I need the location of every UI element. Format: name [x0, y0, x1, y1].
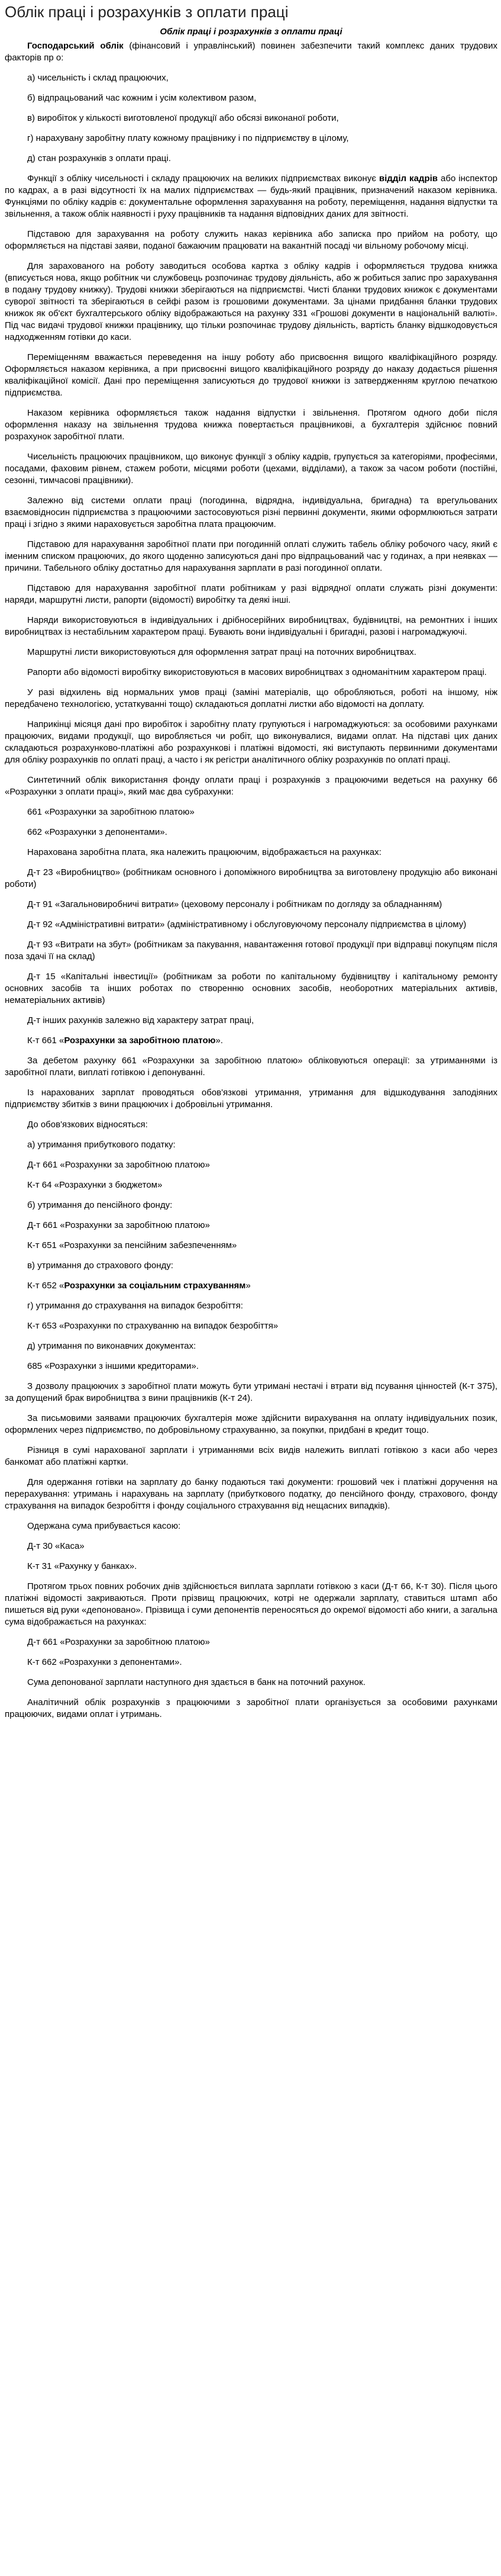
- document-page: [0, 2, 501, 1720]
- paragraph: [5, 1035, 497, 1047]
- paragraph: Підставою для нарахування заробітної плати робітникам у разі відрядної оплати служать різні документи: наряди, маршрутні листи, рапорти (відомості) виробітку та деякі інші.: [5, 583, 497, 605]
- paragraph: Д-т 661 «Розрахунки за заробітною платою»: [27, 1637, 210, 1647]
- paragraph: Нарахована заробітна плата, яка належить працюючим, відображається на рахунках:: [27, 847, 382, 857]
- paragraph: Д-т 661 «Розрахунки за заробітною платою»: [27, 1220, 210, 1230]
- paragraph: Наприкінці місяця дані про виробіток і заробітну плату групуються і нагромаджуються: за особовими рахунками працюючих, видами продукції, що виробляється чи робіт, що виконувалися, видами оплат. На підставі цих даних складаються розрахунково-платіжні або розрахункові і платіжні відомості, які виступають первинними документами для обліку розрахунків по оплаті праці, а часто і як регістри аналітичного обліку розрахунків по оплаті праці.: [5, 719, 497, 765]
- paragraph: Д-т 23 «Виробництво» (робітникам основного і допоміжного виробництва за виготовлену продукцію або виконані роботи): [5, 867, 497, 889]
- paragraph: Залежно від системи оплати праці (погодинна, відрядна, індивідуальна, бригадна) та врегульованих взаємовідносин підприємства з працюючими застосовуються різні первинні документи, якими оформлюються затрати праці і згідно з якими нараховується заробітна плата працюючим.: [5, 496, 497, 529]
- paragraph: Різниця в сумі нарахованої зарплати і утриманнями всіх видів належить виплаті готівкою з каси або через банкомат або платіжні картки.: [5, 1445, 497, 1467]
- paragraph-text: »: [245, 1281, 251, 1291]
- paragraph: Д-т 15 «Капітальні інвестиції» (робітникам за роботи по капітальному будівництву і капітальному ремонту основних засобів та інших роботах по створенню основних засобів, необоротних матеріальних активів, нематеріальних активів): [5, 972, 497, 1005]
- paragraph: К-т 653 «Розрахунки по страхуванню на випадок безробіття»: [27, 1321, 279, 1331]
- paragraph: Д-т інших рахунків залежно від характеру затрат праці,: [27, 1015, 254, 1025]
- paragraph: Наряди використовуються в індивідуальних і дрібносерійних виробництвах, будівництві, на ремонтних і інших виробництвах із нестабільним характером праці. Бувають вони індивідуальні і бригадні, разові і нагромаджуючі.: [5, 615, 497, 637]
- paragraph: Д-т 93 «Витрати на збут» (робітникам за пакування, навантаження готової продукції при відправці покупцям після поза здачі її на склад): [5, 940, 497, 961]
- paragraph: в) виробіток у кількості виготовленої продукції або обсязі виконаної роботи,: [27, 113, 339, 123]
- paragraph: 661 «Розрахунки за заробітною платою»: [27, 807, 195, 817]
- paragraph: Маршрутні листи використовуються для оформлення затрат праці на поточних виробництвах.: [27, 647, 416, 657]
- paragraph: Д-т 30 «Каса»: [27, 1541, 85, 1551]
- paragraph: Наказом керівника оформляється також надання відпустки і звільнення. Протягом одного доби після оформлення наказу на звільнення трудова книжка повертається працівникові, а бухгалтерія здійснює повний розрахунок заробітної плати.: [5, 408, 497, 442]
- paragraph: К-т 64 «Розрахунки з бюджетом»: [27, 1180, 163, 1190]
- paragraph: Протягом трьох повних робочих днів здійснюється виплата зарплати готівкою з каси (Д-т 66, К-т 30). Після цього платіжні відомості закриваються. Проти прізвищ працюючих, котрі не одержали зарплату, ставиться штамп або пишеться від руки «депоновано». Прізвища і суми депонентів переносяться до окремої відомості або книги, а загальна сума відображається на рахунках:: [5, 1581, 497, 1627]
- paragraph-text: або інспектор по кадрах, а в разі відсутності їх на малих підприємствах — будь-який працівник, призначений наказом керівника. Функціями по обліку кадрів є: документальне оформлення зарахування на роботу, переміщення, надання відпустки та звільнення, а також облік наявності і руху працівників та надання відповідних даних для звітності.: [5, 173, 498, 219]
- paragraph: Синтетичний облік використання фонду оплати праці і розрахунків з працюючими ведеться на рахунку 66 «Розрахунки з оплати праці», який має два субрахунки:: [5, 775, 497, 797]
- paragraph: Одержана сума прибувається касою:: [27, 1521, 181, 1531]
- bold-term: Розрахунки за заробітною платою: [64, 1035, 216, 1046]
- paragraph: [5, 1280, 497, 1292]
- paragraph: в) утримання до страхового фонду:: [27, 1260, 173, 1271]
- paragraph: Чисельність працюючих працівником, що виконує функції з обліку кадрів, групується за категоріями, професіями, посадами, фаховим рівнем, стажем роботи, місцями роботи (цехами, відділами), а також за часом роботи (постійні, сезонні, тимчасові працівники).: [5, 452, 497, 485]
- paragraph: За письмовими заявами працюючих бухгалтерія може здійснити вирахування на оплату індивідуальних позик, оформлених через підприємство, по добровільному страхуванню, за покупки, придбані в кредит тощо.: [5, 1413, 497, 1435]
- paragraph-text: К-т 652 «: [27, 1281, 64, 1291]
- paragraph: д) стан розрахунків з оплати праці.: [27, 153, 171, 163]
- paragraph: Підставою для зарахування на роботу служить наказ керівника або записка про прийом на роботу, що оформляється на підставі заяви, поданої бажаючим працювати на вакантній посаді чи вільному робочому місці.: [5, 229, 497, 251]
- paragraph: Рапорти або відомості виробітку використовуються в масових виробництвах з одноманітним характером праці.: [27, 667, 487, 677]
- paragraph: К-т 662 «Розрахунки з депонентами».: [27, 1657, 182, 1667]
- paragraph: У разі відхилень від нормальних умов праці (заміні матеріалів, що обробляються, роботі на іншому, ніж передбачено технологією, устаткуванні тощо) складаються доплатні листки або відомості на доплату.: [5, 687, 497, 709]
- paragraph-text: К-т 661 «: [27, 1035, 64, 1046]
- paragraph: [5, 40, 497, 64]
- document-body: [5, 40, 497, 1720]
- paragraph: К-т 31 «Рахунку у банках».: [27, 1561, 137, 1571]
- paragraph: Для одержання готівки на зарплату до банку подаються такі документи: грошовий чек і платіжні доручення на перерахування: утримань і нарахувань на зарплату (прибуткового податку, до пенсійного фонду, страхового, фонду страхування на випадок безробіття і фонду соціального страхування від нещасних випадків).: [5, 1477, 497, 1511]
- paragraph: Д-т 91 «Загальновиробничі витрати» (цеховому персоналу і робітникам по догляду за обладнанням): [27, 899, 442, 909]
- page-title: Облік праці і розрахунків з оплати праці: [5, 3, 289, 21]
- paragraph: За дебетом рахунку 661 «Розрахунки за заробітною платою» обліковуються операції: за утриманнями із заробітної плати, виплаті готівкою і депонуванні.: [5, 1056, 497, 1078]
- paragraph: 662 «Розрахунки з депонентами».: [27, 827, 167, 837]
- paragraph: З дозволу працюючих з заробітної плати можуть бути утримані нестачі і втрати від псування цінностей (К-т 375), за допущений брак виробництва з вини працівників (К-т 24).: [5, 1381, 497, 1403]
- paragraph-text: Функції з обліку чисельності і складу працюючих на великих підприємствах виконує: [27, 173, 379, 184]
- paragraph: Переміщенням вважається переведення на іншу роботу або присвоєння вищого кваліфікаційного розряду. Оформляється наказом керівника, а при присвоєнні вищого кваліфікаційного розряду до наказу додається рішення кваліфікаційної комісії. Дані про переміщення записуються до трудової книжки із затвердженням круглою печаткою підприємства.: [5, 352, 497, 398]
- paragraph: б) утримання до пенсійного фонду:: [27, 1200, 173, 1210]
- paragraph: д) утримання по виконавчих документах:: [27, 1341, 196, 1351]
- document-heading: Облік праці і розрахунків з оплати праці: [160, 27, 342, 37]
- paragraph: Аналітичний облік розрахунків з працюючими з заробітної плати організується за особовими рахунками працюючих, видами оплат і утримань.: [5, 1697, 497, 1719]
- bold-term: Господарський облік: [27, 41, 124, 51]
- bold-term: Розрахунки за соціальним страхуванням: [64, 1281, 246, 1291]
- paragraph: а) чисельність і склад працюючих,: [27, 73, 169, 83]
- paragraph: Із нарахованих зарплат проводяться обов'язкові утримання, утримання для відшкодування заподіяних підприємству збитків з вини працюючих і добровільні утримання.: [5, 1088, 497, 1109]
- paragraph-text: ».: [215, 1035, 223, 1046]
- paragraph: Для зарахованого на роботу заводиться особова картка з обліку кадрів і оформляється трудова книжка (вписується нова, якщо робітник чи службовець розпочинає трудову діяльність, або ж робиться запис про зарахування в подану трудову книжку). Трудові книжки зберігаються на підприємстві. Чисті бланки трудових книжок є документами суворої звітності та зберігаються в сейфі разом із грошовими документами. За цінами придбання бланки трудових книжок як об'єкт бухгалтерського обліку відображаються на рахунку 331 «Грошові документи в національній валюті». Під час видачі трудової книжки працівнику, що тільки розпочинає трудову діяльність, вартість бланку відшкодовується надходженням готівки до каси.: [5, 261, 497, 342]
- paragraph: Д-т 661 «Розрахунки за заробітною платою»: [27, 1160, 210, 1170]
- paragraph: г) нарахувану заробітну плату кожному працівнику і по підприємству в цілому,: [27, 133, 349, 143]
- paragraph: Д-т 92 «Адміністративні витрати» (адміністративному і обслуговуючому персоналу підприємства в цілому): [27, 919, 467, 930]
- paragraph: Підставою для нарахування заробітної плати при погодинній оплаті служить табель обліку робочого часу, який є іменним списком працюючих, до якого щоденно записуються дані про відпрацьований час у годинах, а при неявках — причини. Табельного обліку достатньо для нарахування зарплати в разі погодинної оплати.: [5, 539, 497, 573]
- paragraph: 685 «Розрахунки з іншими кредиторами».: [27, 1361, 199, 1371]
- paragraph: г) утримання до страхування на випадок безробіття:: [27, 1301, 243, 1311]
- paragraph: б) відпрацьований час кожним і усім колективом разом,: [27, 93, 257, 103]
- paragraph-text: (фінансовий і управлінський) повинен забезпечити такий комплекс даних трудових факторів пр о:: [5, 41, 497, 63]
- paragraph: К-т 651 «Розрахунки за пенсійним забезпеченням»: [27, 1240, 237, 1250]
- paragraph: Сума депонованої зарплати наступного дня здається в банк на поточний рахунок.: [27, 1677, 366, 1687]
- paragraph: До обов'язкових відносяться:: [27, 1120, 148, 1130]
- paragraph: а) утримання прибуткового податку:: [27, 1140, 176, 1150]
- bold-term: відділ кадрів: [379, 173, 438, 184]
- paragraph: [5, 173, 497, 220]
